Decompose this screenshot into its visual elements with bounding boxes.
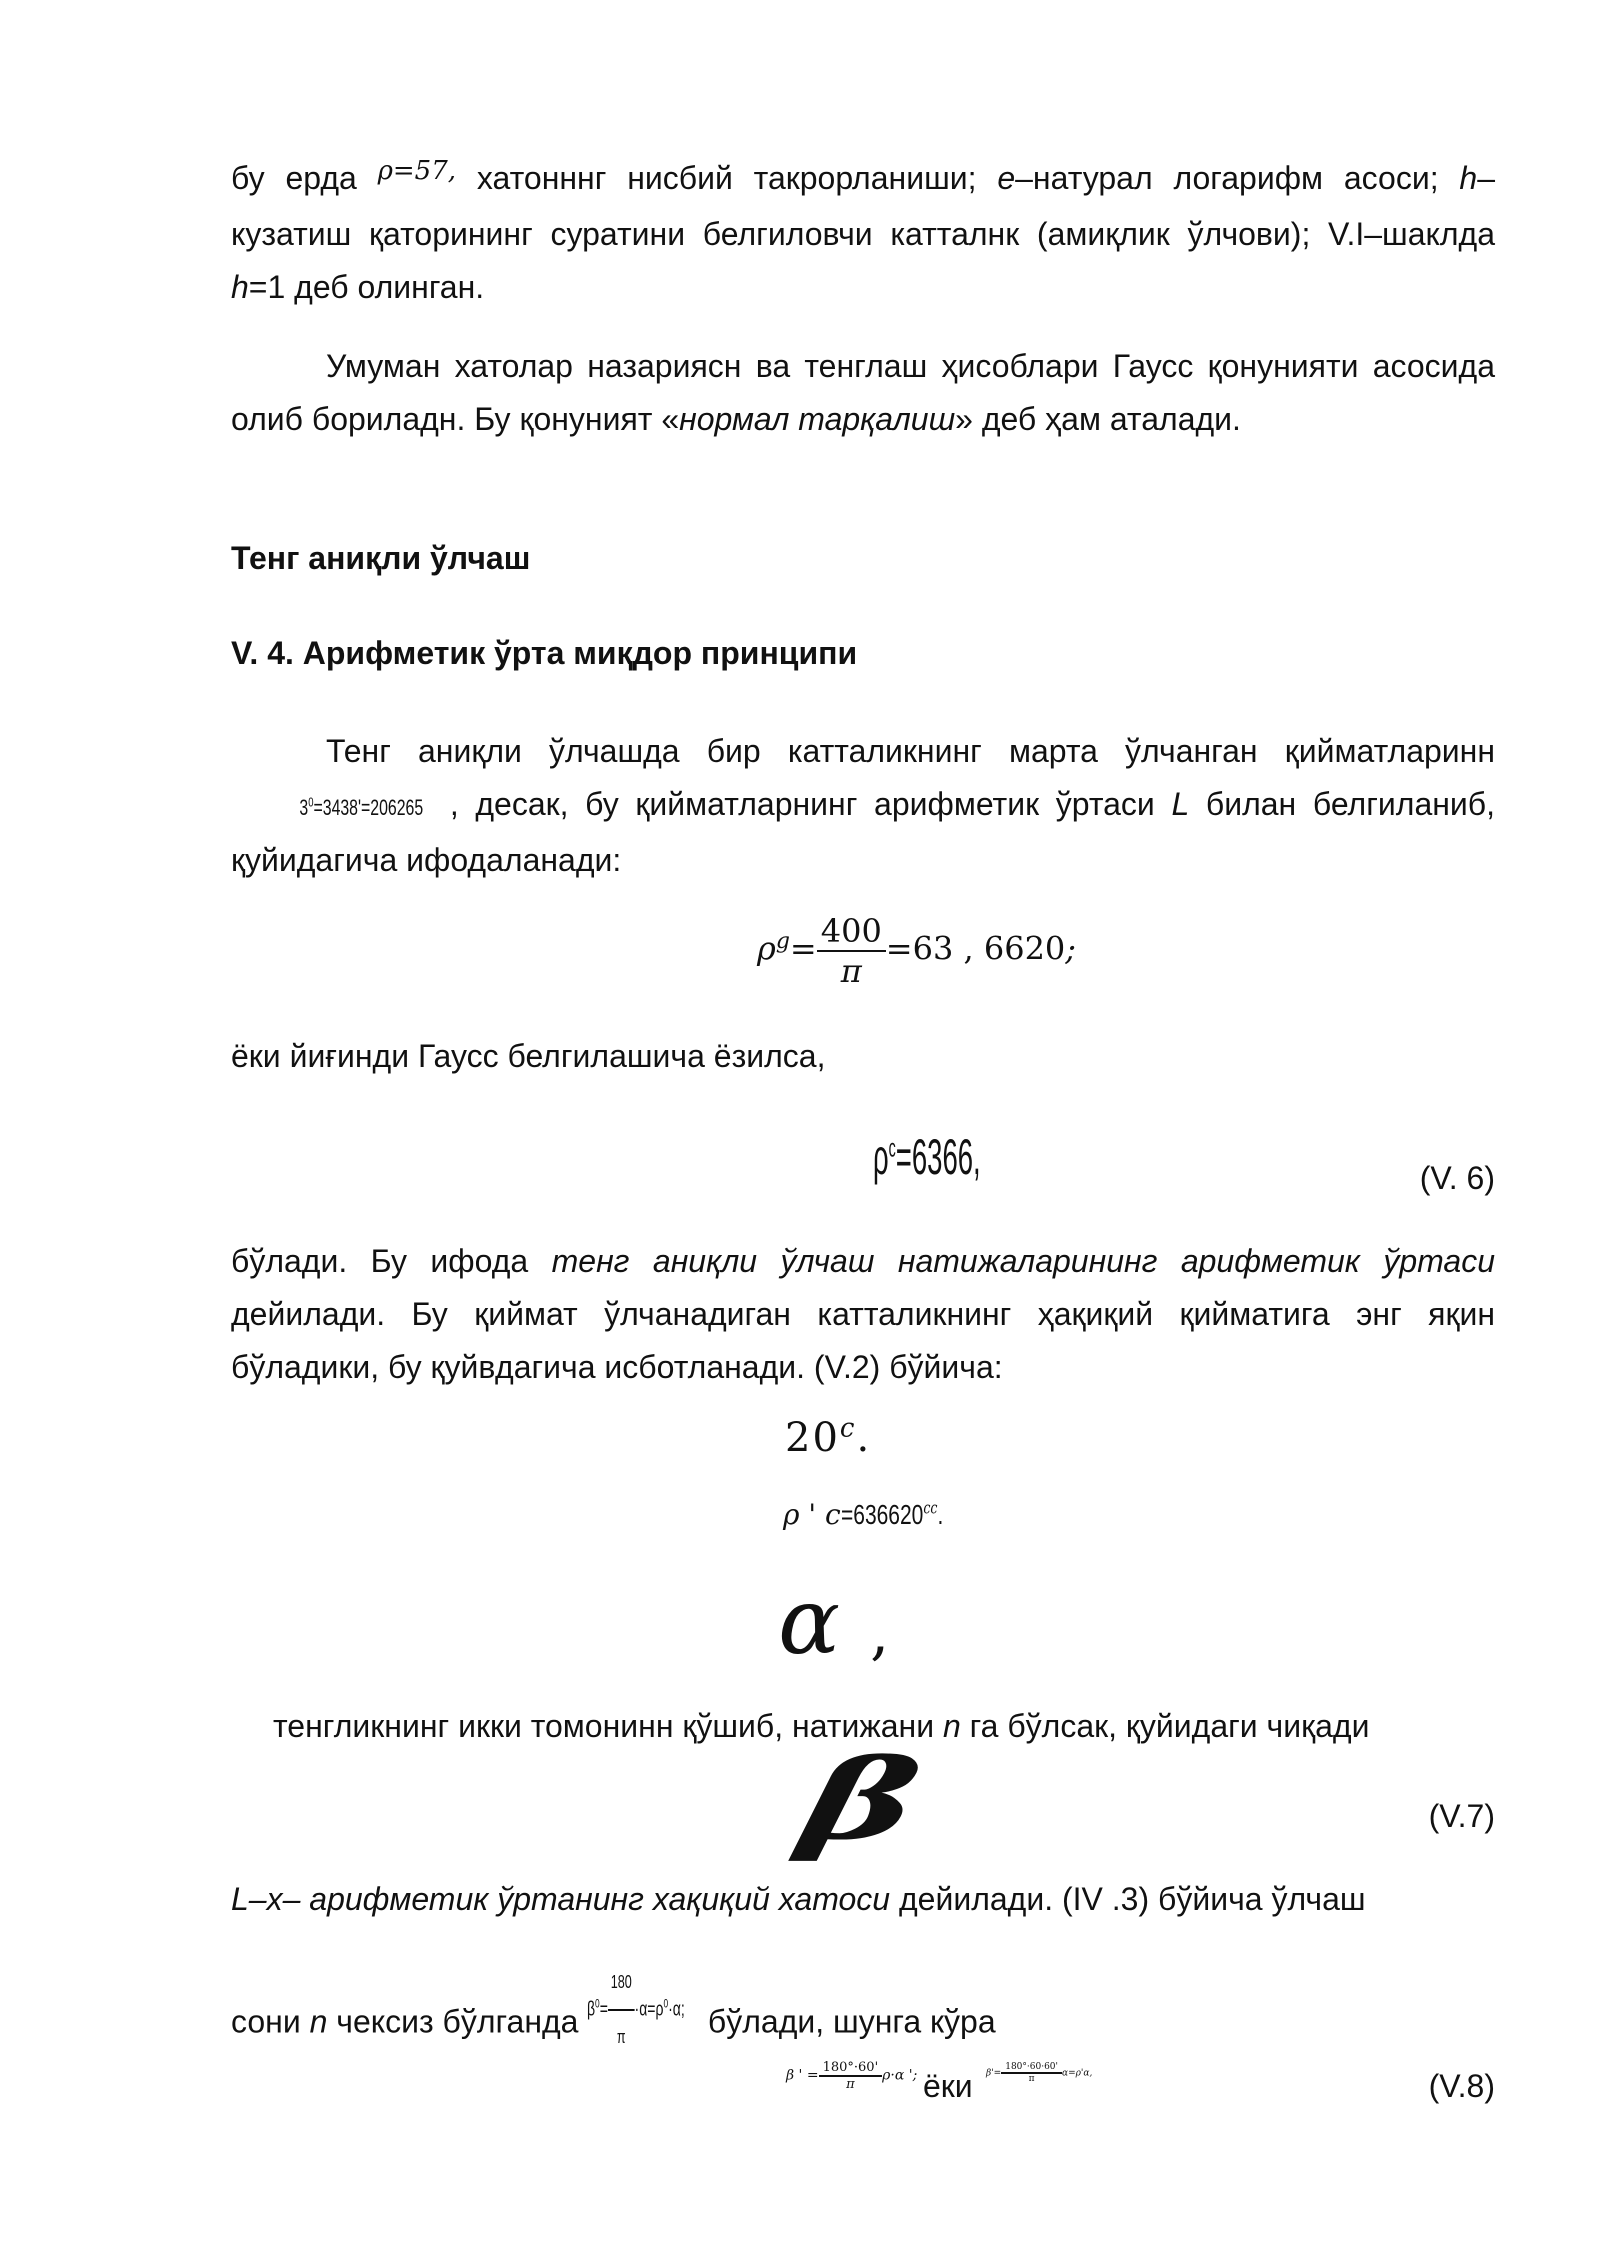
equation-word-or: ёки [923,2068,973,2104]
equation-rho-c: $\rho^c=6366$, [873,1129,981,1185]
text: Тенг аниқли ўлчашда бир катталикнинг марта ўлчанган қийматларинн [326,733,1495,769]
equation-beta: β [792,1735,930,1864]
paragraph-8: сони n чексиз бўлганда $\beta^0=$ $\frac{180}{\pi}$ $\cdot\alpha=\rho^0\cdot\alpha$; бўлади, шунга кўра [231,1970,1495,2078]
fraction: $\frac{400}{\pi}$ [817,912,886,990]
equation-beta-prime: β ' = $\frac{180^\circ\cdot 60'}{\pi}$ ρ·α '; [786,2060,918,2092]
text: хатонннг нисбий такрорланиши; [456,160,998,196]
text: –натурал логарифм асоси; [1015,160,1460,196]
paragraph-2 [231,340,1495,446]
equation-beta-prime-small: β'= $\frac{180^\circ\cdot 60\cdot 60'}{\pi}$ α=ρ'α, [986,2062,1093,2084]
text: =1 деб олинган. [248,269,485,305]
equation-alpha: α , [778,1568,890,1675]
italic-term: тенг аниқли ўлчаш натижаларининг арифметик ўртаси [551,1243,1495,1279]
section-heading: Тенг аниқли ўлчаш [231,540,531,576]
text: дейилади. Бу қиймат ўлчанадиган катталикнинг ҳақиқий қийматига энг яқин бўладики, бу қуйвдагича исботланади. (V.2) бўйича: [231,1296,1495,1385]
italic-term: L–x– арифметик ўртанинг хақиқий хатоси [231,1881,891,1917]
italic-term: нормал тарқалиш [679,401,956,437]
text: , десак, бу қийматларнинг арифметик ўртаси [449,786,1172,822]
variable-n: n [942,1708,961,1744]
paragraph-7: L–x– арифметик ўртанинг хақиқий хатоси дейилади. (IV .3) бўйича ўлчаш [231,1881,1366,1917]
subsection-heading: V. 4. Арифметик ўрта миқдор принципи [231,635,858,671]
text: Умуман хатолар назариясн ва тенглаш ҳисоблари Гаусс қонунияти асосида олиб бориладн. Бу қонуният « [231,348,1495,437]
equation-number: (V. 6) [1419,1160,1495,1196]
equation-rho-prime-c: ρ ' $c=636620^{cc}$. [783,1497,943,1531]
variable-h: h [1459,160,1478,196]
paragraph-6: тенгликнинг икки томонинн қўшиб, натижани n га бўлсак, қуйидаги чиқади [273,1708,1370,1744]
variable-h: h [231,269,249,305]
equation-number: (V.7) [1428,1798,1495,1834]
equation-number: (V.8) [1428,2068,1495,2104]
variable-e: e [997,160,1016,196]
variable-L: L [1171,786,1190,822]
equation-20c: 20$^c$. [785,1413,872,1461]
text: бу ерда [231,160,378,196]
text: билан белгиланиб, қуйидагича ифодаланади: [231,786,1496,878]
paragraph-1 [231,152,1495,314]
text: –кузатиш қаторининг суратини белгиловчи катталнк (амиқлик ўлчови); V.I–шаклда [231,160,1495,252]
paragraph-3 [231,725,1495,887]
variable-n: n [309,2003,328,2040]
inline-formula-beta: $\beta^0=$ $\frac{180}{\pi}$ $\cdot\alpha=\rho^0\cdot\alpha$; [587,1956,685,2064]
paragraph-4: ёки йиғинди Гаусс белгилашича ёзилса, [231,1038,826,1074]
inline-formula-rho: ρ=57, [377,156,457,186]
inline-formula-degrees: $3^0=3438'=206265$ [299,794,424,820]
equation-rho-g: $\rho^g=$ $\frac{400}{\pi}$ =63 , 6620; [757,912,1077,990]
text: » деб ҳам аталади. [955,401,1241,437]
paragraph-5 [231,1235,1495,1394]
text: бўлади. Бу ифода [231,1243,552,1279]
